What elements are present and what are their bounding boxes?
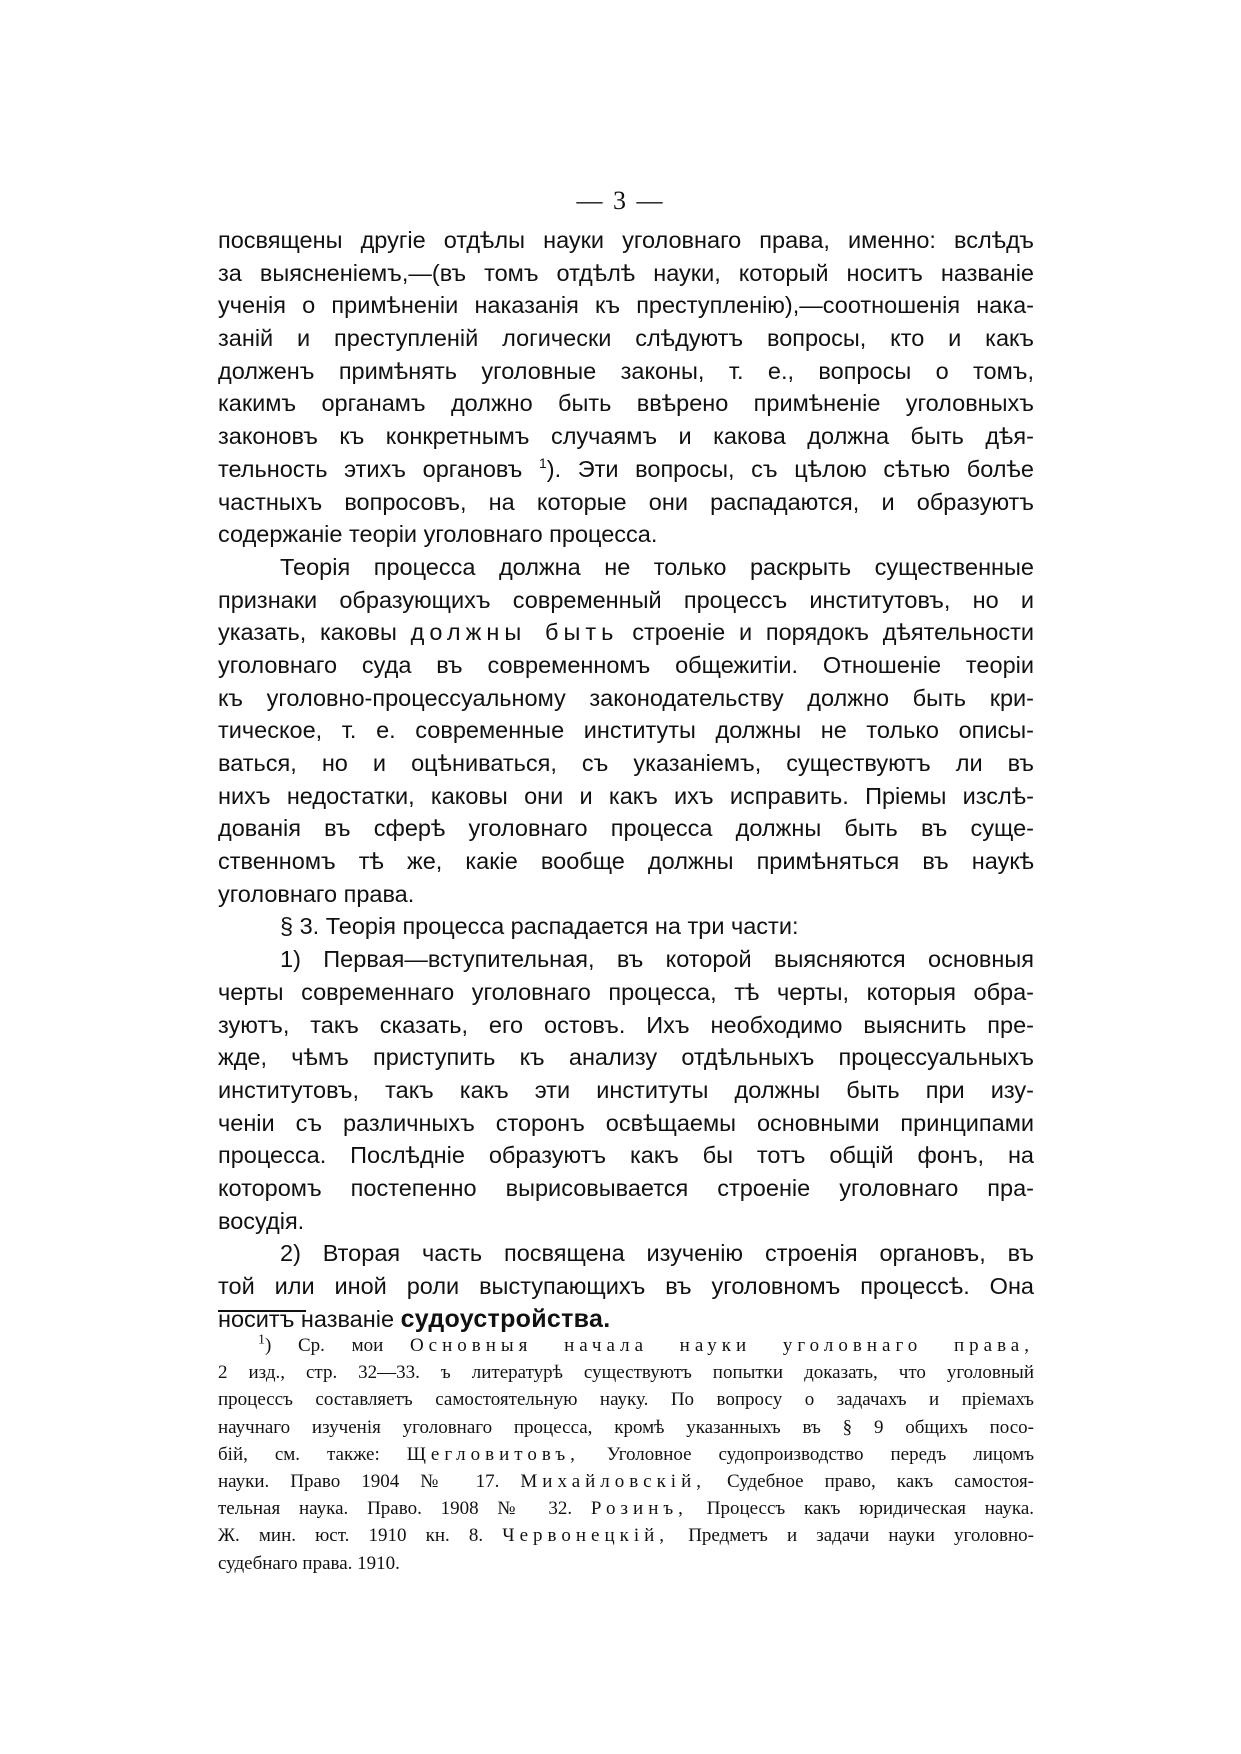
text-line: заній и преступленій логически слѣдуютъ вопросы, кто и какъ (218, 325, 1034, 352)
text-line: ваться, но и оцѣниваться, съ указаніемъ, существуютъ ли въ (218, 750, 1034, 776)
footnote-line: судебнаго права. 1910. (218, 1552, 400, 1574)
text-fragment: указать, каковы (218, 619, 397, 646)
author-name: Червонецкій, (502, 1525, 670, 1547)
text-fragment: тельность этихъ органовъ (218, 455, 523, 482)
text-line: частныхъ вопросовъ, на которые они распадаются, и образуютъ (218, 488, 1034, 515)
footnote-line: 2 изд., стр. 32—33. ъ литературѣ существуютъ попытки доказать, что уголовный (218, 1362, 1034, 1384)
author-name: Розинъ, (590, 1498, 688, 1520)
text-line (218, 453, 1034, 486)
text-line: признаки образующихъ современный процессъ институтовъ, но и (218, 586, 1034, 613)
text-line: институтовъ, такъ какъ эти институты должны быть при изу- (218, 1076, 1034, 1103)
text-fragment: Судебное право, какъ самостоя- (727, 1470, 1035, 1492)
main-text (218, 224, 1034, 1335)
text-line: какимъ органамъ должно быть ввѣрено примѣненіе уголовныхъ (218, 390, 1034, 417)
footnote-line (218, 1495, 1034, 1522)
page-number: — 3 — (576, 186, 665, 215)
text-line: ченіи съ различныхъ сторонъ освѣщаемы основными принципами (218, 1109, 1034, 1136)
text-line: за выясненіемъ,—(въ томъ отдѣлѣ науки, который носитъ названіе (218, 259, 1034, 286)
section-heading: § 3. Теорія процесса распадается на три части: (280, 913, 799, 940)
footnote-reference[interactable]: 1 (538, 454, 547, 471)
text-line: черты современнаго уголовнаго процесса, тѣ черты, которыя обра- (218, 978, 1034, 1005)
text-line: ственномъ тѣ же, какіе вообще должны примѣняться въ наукѣ (218, 848, 1034, 875)
text-fragment: носитъ названіе (218, 1305, 395, 1332)
text-line: процесса. Послѣдніе образуютъ какъ бы тотъ общій фонъ, на (218, 1142, 1034, 1169)
text-line (218, 616, 1034, 649)
text-line: уголовнаго права. (218, 880, 415, 907)
text-line: содержаніе теоріи уголовнаго процесса. (218, 521, 658, 548)
text-line: Теорія процесса должна не только раскрыть существенные (280, 553, 1034, 580)
text-line: къ уголовно-процессуальному законодательству должно быть кри- (218, 684, 1034, 711)
text-fragment: Процессъ какъ юридическая наука. (706, 1498, 1035, 1520)
text-fragment: ) Ср. мои (265, 1335, 384, 1356)
bold-term: судоустройства. (400, 1304, 611, 1333)
text-fragment: Уголовное судопроизводство передъ лицомъ (606, 1443, 1035, 1465)
text-line: уголовнаго суда въ современномъ общежитіи. Отношеніе теоріи (218, 651, 1034, 678)
text-line: дованія въ сферѣ уголовнаго процесса должны быть въ суще- (218, 815, 1034, 842)
text-fragment: строеніе и порядокъ дѣятельности (632, 619, 1035, 646)
text-fragment: бій, см. также: (218, 1443, 380, 1465)
footnote-line: научнаго изученія уголовнаго процесса, кромѣ указанныхъ въ § 9 общихъ посо- (218, 1416, 1034, 1438)
text-line: 1) Первая—вступительная, въ которой выясняются основныя (280, 946, 1034, 973)
text-fragment: Ж. мин. юст. 1910 кн. 8. (218, 1525, 484, 1547)
text-fragment: Предметъ и задачи науки уголовно- (688, 1525, 1035, 1547)
text-fragment: ). Эти вопросы, съ цѣлою сѣтью болѣе (546, 455, 1034, 482)
footnote-line: процессъ составляетъ самостоятельную науку. По вопросу о задачахъ и пріемахъ (218, 1389, 1034, 1411)
text-line: той или иной роли выступающихъ въ уголовномъ процессѣ. Она (218, 1273, 1034, 1299)
text-line: зуютъ, такъ сказать, его остовъ. Ихъ необходимо выяснить пре- (218, 1011, 1034, 1038)
text-line (218, 1303, 1034, 1336)
footnote-line (218, 1441, 1034, 1468)
footnote-line (218, 1522, 1034, 1549)
footnote-line (218, 1468, 1034, 1495)
footnote-divider (218, 1310, 306, 1312)
text-line: тическое, т. е. современные институты должны не только описы- (218, 717, 1034, 744)
emphasized-text: должны быть (410, 619, 619, 646)
text-line: нихъ недостатки, каковы они и какъ ихъ исправить. Пріемы изслѣ- (218, 782, 1034, 809)
text-line: которомъ постепенно вырисовывается строеніе уголовнаго пра- (218, 1174, 1034, 1201)
text-line: 2) Вторая часть посвящена изученію строенія органовъ, въ (280, 1240, 1034, 1267)
text-line: ученія о примѣненіи наказанія къ преступленію),—соотношенія нака- (218, 292, 1034, 319)
footnote-marker: 1 (258, 1332, 265, 1348)
footnote-line (218, 1332, 1034, 1359)
text-line: законовъ къ конкретнымъ случаямъ и какова должна быть дѣя- (218, 423, 1034, 450)
emphasized-text: Основныя начала науки уголовнаго права, (409, 1335, 1034, 1356)
author-name: Михайловскій, (520, 1470, 707, 1492)
text-fragment: тельная наука. Право. 1908 № 32. (218, 1498, 573, 1520)
text-line: жде, чѣмъ приступить къ анализу отдѣльныхъ процессуальныхъ (218, 1044, 1034, 1071)
text-line: посвящены другіе отдѣлы науки уголовнаго права, именно: вслѣдъ (218, 227, 1034, 253)
text-fragment: науки. Право 1904 № 17. (218, 1470, 500, 1492)
author-name: Щегловитовъ, (406, 1443, 580, 1465)
footnotes (218, 1332, 1034, 1577)
text-line: долженъ примѣнять уголовные законы, т. е., вопросы о томъ, (218, 357, 1034, 384)
text-line: восудія. (218, 1207, 305, 1234)
